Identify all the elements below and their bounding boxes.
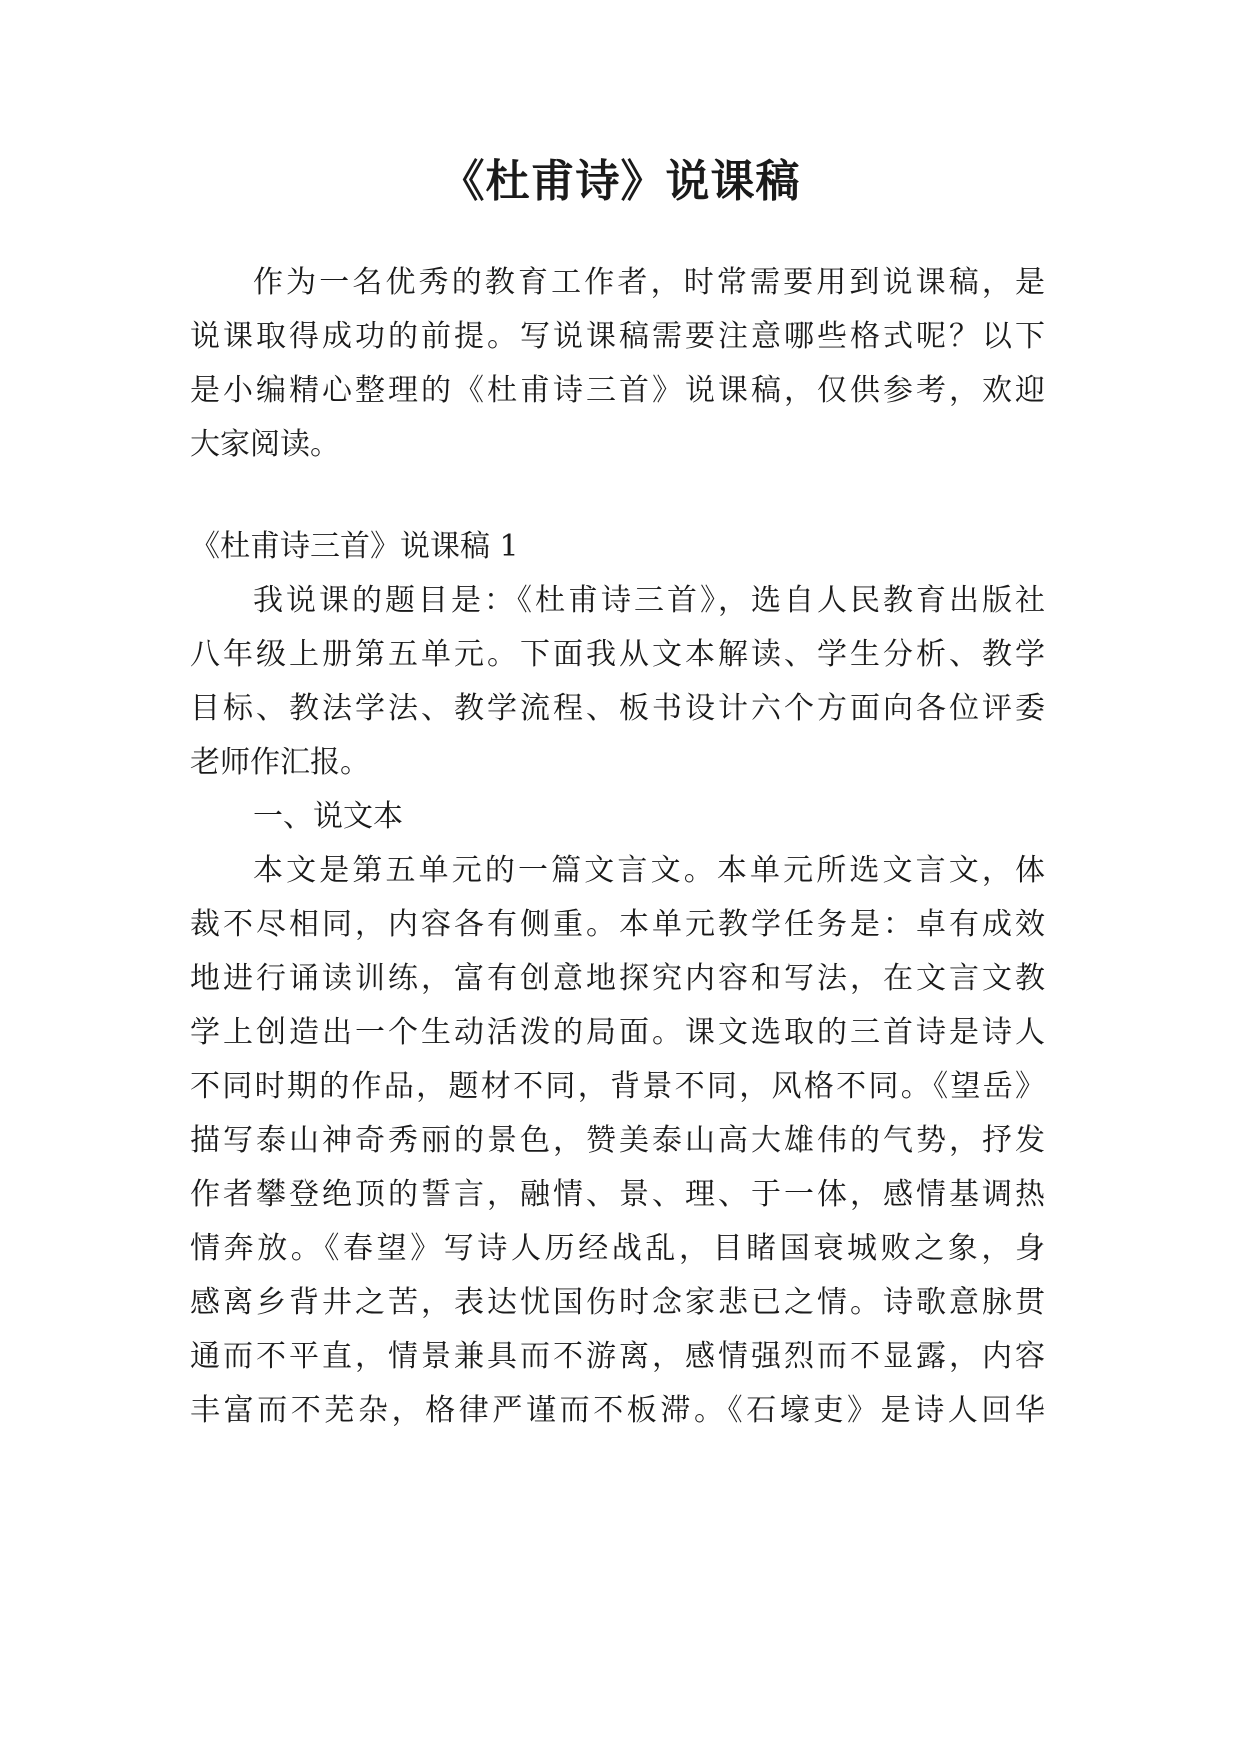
paragraph-line: 老师作汇报。 bbox=[190, 745, 370, 780]
paragraph-line: 八年级上册第五单元。下面我从文本解读、学生分析、教学 bbox=[190, 637, 1045, 672]
paragraph-line: 不同时期的作品，题材不同，背景不同，风格不同。《望岳》 bbox=[190, 1069, 1045, 1104]
paragraph-line: 裁不尽相同，内容各有侧重。本单元教学任务是：卓有成效 bbox=[190, 907, 1045, 942]
paragraph-line: 感离乡背井之苦，表达忧国伤时念家悲已之情。诗歌意脉贯 bbox=[190, 1285, 1045, 1320]
subheading: 一、说文本 bbox=[253, 799, 403, 834]
paragraph-line: 丰富而不芜杂，格律严谨而不板滞。《石壕吏》是诗人回华 bbox=[190, 1393, 1045, 1428]
paragraph-line: 描写泰山神奇秀丽的景色，赞美泰山高大雄伟的气势，抒发 bbox=[190, 1123, 1045, 1158]
paragraph-line: 目标、教法学法、教学流程、板书设计六个方面向各位评委 bbox=[190, 691, 1045, 726]
paragraph-line: 我说课的题目是：《杜甫诗三首》，选自人民教育出版社 bbox=[253, 583, 1045, 618]
intro-line: 大家阅读。 bbox=[190, 427, 340, 462]
paragraph-line: 本文是第五单元的一篇文言文。本单元所选文言文，体 bbox=[253, 853, 1045, 888]
paragraph-line: 作者攀登绝顶的誓言，融情、景、理、于一体，感情基调热 bbox=[190, 1177, 1045, 1212]
paragraph-line: 地进行诵读训练，富有创意地探究内容和写法，在文言文教 bbox=[190, 961, 1045, 996]
intro-line: 是小编精心整理的《杜甫诗三首》说课稿，仅供参考，欢迎 bbox=[190, 373, 1045, 408]
document-title: 《杜甫诗》说课稿 bbox=[440, 156, 801, 207]
intro-line: 说课取得成功的前提。写说课稿需要注意哪些格式呢？以下 bbox=[190, 319, 1045, 354]
paragraph-line: 情奔放。《春望》写诗人历经战乱，目睹国衰城败之象，身 bbox=[190, 1231, 1045, 1266]
intro-line: 作为一名优秀的教育工作者，时常需要用到说课稿，是 bbox=[253, 265, 1045, 300]
paragraph-line: 学上创造出一个生动活泼的局面。课文选取的三首诗是诗人 bbox=[190, 1015, 1045, 1050]
paragraph-line: 通而不平直，情景兼具而不游离，感情强烈而不显露，内容 bbox=[190, 1339, 1045, 1374]
section-heading: 《杜甫诗三首》说课稿 1 bbox=[190, 529, 519, 564]
